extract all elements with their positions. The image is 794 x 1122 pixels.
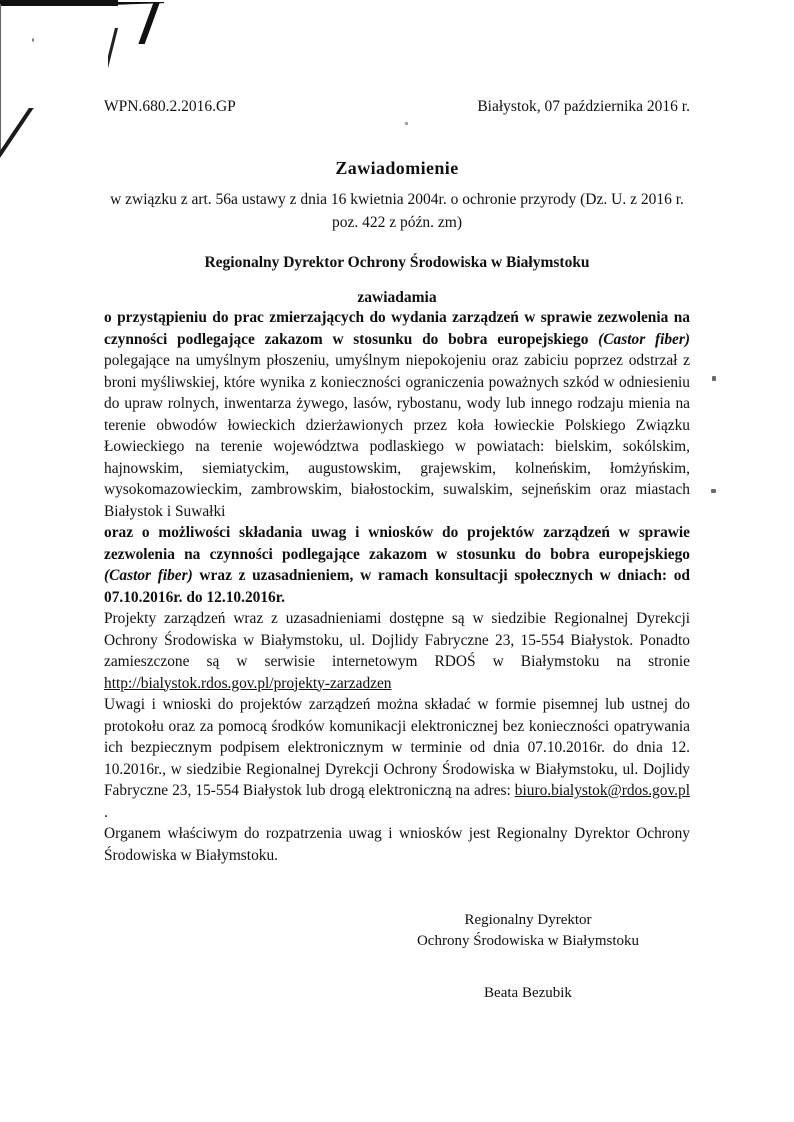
legal-basis: [104, 188, 690, 234]
document-reference-number: WPN.680.2.2016.GP: [104, 98, 236, 115]
legal-basis-line-2: poz. 422 z późn. zm): [332, 214, 462, 231]
submission-suffix: .: [104, 803, 108, 821]
scan-speck: [32, 38, 34, 42]
species-name-latin: (Castor fiber): [598, 330, 690, 348]
signer-name: Beata Bezubik: [484, 985, 572, 1001]
signer-role-line-2: Ochrony Środowiska w Białymstoku: [416, 933, 640, 949]
document-title: Zawiadomienie: [335, 158, 459, 178]
document-header: [104, 96, 690, 120]
paragraph-competent-organ: Organem właściwym do rozpatrzenia uwag i wniosków jest Regionalny Dyrektor Ochrony Środowiska w Białymstoku.: [104, 825, 690, 864]
contact-email-link[interactable]: biuro.bialystok@rdos.gov.pl: [514, 782, 690, 799]
page-edge-shadow-top: [0, 0, 118, 6]
species-name-latin: (Castor fiber): [104, 567, 193, 584]
folded-corner-mark-lower: [0, 108, 62, 166]
subject-bold-lead: o przystąpieniu do prac zmierzających do wydania zarządzeń w sprawie zezwolenia na czynności podlegające zakazom w stosunku do bobra europejskiego: [104, 309, 690, 348]
signature-block: [104, 910, 690, 1004]
consultation-dates: wraz z uzasadnieniem, w ramach konsultacji społecznych w dniach: od 07.10.2016r. do 12.10.2016r.: [104, 567, 690, 606]
consultation-bold-lead: oraz o możliwości składania uwag i wniosków do projektów zarządzeń w sprawie zezwolenia na czynności podlegające zakazom w stosunku do bobra europejskiego: [104, 524, 690, 563]
submission-description: Uwagi i wnioski do projektów zarządzeń można składać w formie pisemnej lub ustnej do protokołu oraz za pomocą środków komunikacji elektronicznej bez konieczności opatrywania ich bezpiecznym podpisem elektronicznym w terminie od dnia 07.10.2016r. do dnia 12. 10.2016r., w siedzibie Regionalnej Dyrekcji Ochrony Środowiska w Białymstoku, ul. Dojlidy Fabryczne 23, 15-554 Białystok lub drogą elektroniczną na adres:: [104, 696, 690, 799]
paragraph-submission: [104, 694, 690, 823]
paragraph-subject: [104, 307, 690, 522]
document-place-and-date: Białystok, 07 października 2016 r.: [477, 98, 690, 115]
paragraph-consultation: [104, 522, 690, 608]
scan-speck: [712, 376, 716, 381]
legal-basis-line-1: w związku z art. 56a ustawy z dnia 16 kwietnia 2004r. o ochronie przyrody (Dz. U. z 2016 r.: [110, 191, 684, 208]
notifies-word: zawiadamia: [357, 289, 437, 306]
paragraph-document-access: [104, 608, 690, 694]
signer-role-line-1: Regionalny Dyrektor: [464, 912, 592, 928]
document-content: [104, 0, 690, 1004]
scan-speck: [711, 489, 716, 493]
projects-website-link[interactable]: http://bialystok.rdos.gov.pl/projekty-zarzadzen: [104, 674, 392, 692]
page-edge-rule-left: [0, 4, 1, 156]
access-description: Projekty zarządzeń wraz z uzasadnieniami dostępne są w siedzibie Regionalnej Dyrekcji Ochrony Środowiska w Białymstoku, ul. Dojlidy Fabryczne 23, 15-554 Białystok. Ponadto zamieszczone są w serwisie internetowym RDOŚ w Białymstoku na stronie: [104, 610, 690, 670]
issuing-authority: Regionalny Dyrektor Ochrony Środowiska w Białymstoku: [204, 254, 590, 271]
subject-description: polegające na umyślnym płoszeniu, umyślnym niepokojeniu oraz zabiciu poprzez odstrzał z broni myśliwskiej, które wynika z konieczności ograniczenia poważnych szkód w odniesieniu do upraw rolnych, inwentarza żywego, lasów, rybostanu, wody lub innego rodzaju mienia na terenie obwodów łowieckich dzierżawionych przez koła łowieckie Polskiego Związku Łowieckiego na terenie województwa podlaskiego w powiatach: bielskim, sokólskim, hajnowskim, siemiatyckim, augustowskim, grajewskim, kolneńskim, łomżyńskim, wysokomazowieckim, zambrowskim, białostockim, suwalskim, sejneńskim oraz miastach Białystok i Suwałki: [104, 352, 690, 520]
